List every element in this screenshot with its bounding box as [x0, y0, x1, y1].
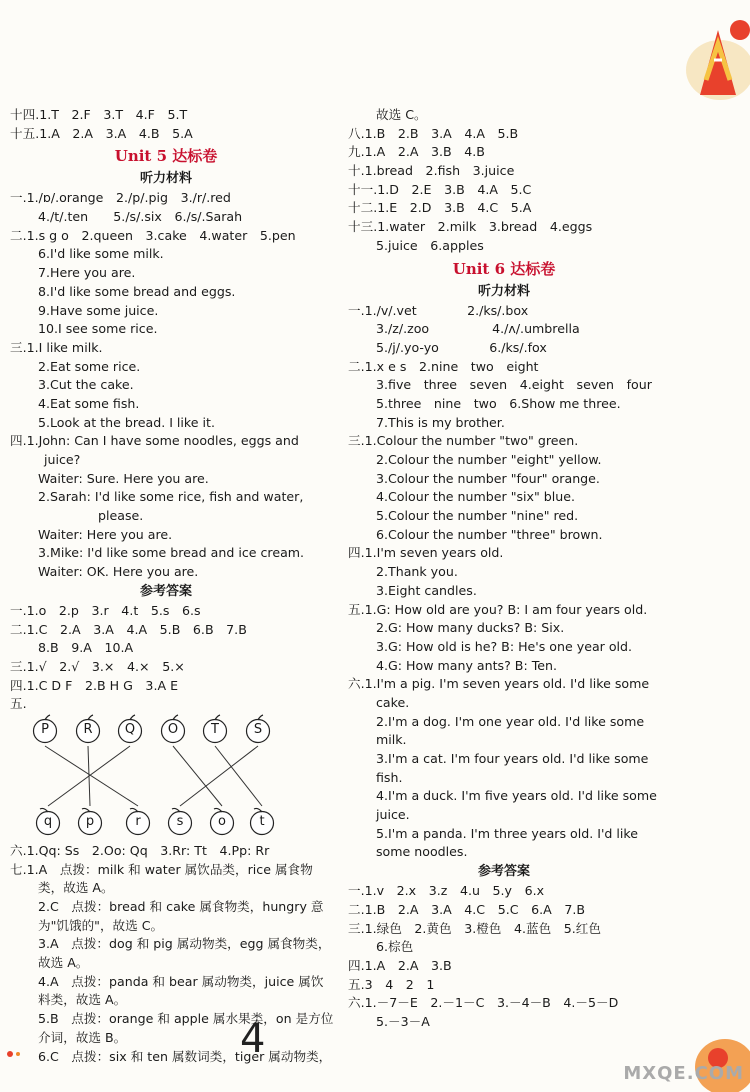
listening-line: 5./j/.yo-yo 6./ks/.fox: [376, 339, 547, 355]
listening-line: 4.Colour the number "six" blue.: [376, 489, 576, 505]
lower-letter: p: [85, 813, 95, 829]
answer-line: 七.1.A 点拨：milk 和 water 属饮品类，rice 属食物: [10, 861, 313, 877]
listening-line: 2.Thank you.: [376, 564, 458, 580]
apple-lower: [125, 806, 151, 836]
answer-line: 六.1.－7－E 2.－1－C 3.－4－B 4.－5－D: [348, 995, 619, 1011]
listening-line: 3.Mike: I'd like some bread and ice cream.: [38, 545, 305, 561]
answer-line: 5.B 点拨：orange 和 apple 属水果类，on 是方位: [38, 1011, 334, 1027]
answer-line: 九.1.A 2.A 3.B 4.B: [348, 144, 485, 160]
listening-line: 3.five three seven 4.eight seven four: [376, 377, 652, 393]
listening-line: 5.I'm a panda. I'm three years old. I'd like: [376, 825, 638, 841]
answer-line: 五.: [10, 696, 27, 712]
unit6-title: Unit 6 达标卷: [452, 259, 556, 278]
answer-line: 四.1.A 2.A 3.B: [348, 957, 452, 973]
listening-line: 6.Colour the number "three" brown.: [376, 526, 603, 542]
answer-line: 6.棕色: [376, 939, 414, 955]
answer-line: 二.1.B 2.A 3.A 4.C 5.C 6.A 7.B: [348, 901, 585, 917]
listening-line: 三.1.I like milk.: [10, 339, 103, 355]
listening-line: 6.I'd like some milk.: [38, 246, 164, 262]
apple-upper: [32, 714, 58, 744]
listening-line: 5.Look at the bread. I like it.: [38, 414, 215, 430]
upper-letter: O: [167, 721, 179, 737]
apple-lower: [77, 806, 103, 836]
answer-line: 八.1.B 2.B 3.A 4.A 5.B: [348, 125, 519, 141]
answer-line: 三.1.√ 2.√ 3.× 4.× 5.×: [10, 658, 185, 674]
lower-letter: t: [259, 813, 265, 829]
page-number: 4: [240, 1016, 266, 1062]
answer-line: 五.3 4 2 1: [348, 976, 435, 992]
answer-line: 十三.1.water 2.milk 3.bread 4.eggs: [348, 219, 593, 235]
answer-line: 十一.1.D 2.E 3.B 4.A 5.C: [348, 181, 532, 197]
apple-lower: [35, 806, 61, 836]
listening-label: 听力材料: [477, 283, 530, 299]
answer-line: 故选 C。: [376, 107, 427, 122]
listening-line: juice?: [44, 452, 81, 467]
lower-letter: r: [135, 813, 141, 829]
listening-line: 一.1./ɒ/.orange 2./p/.pig 3./r/.red: [10, 190, 231, 206]
listening-line: milk.: [376, 732, 407, 748]
listening-line: 4./t/.ten 5./s/.six 6./s/.Sarah: [38, 209, 243, 225]
listening-line: 2.Sarah: I'd like some rice, fish and water,: [38, 489, 304, 505]
answer-line: 一.1.o 2.p 3.r 4.t 5.s 6.s: [10, 602, 201, 618]
answer-line: 三.1.绿色 2.黄色 3.橙色 4.蓝色 5.红色: [348, 920, 601, 936]
apple-lower: [209, 806, 235, 836]
upper-letter: T: [211, 721, 219, 737]
listening-line: 3.I'm a cat. I'm four years old. I'd like some: [376, 751, 649, 766]
listening-line: 3.G: How old is he? B: He's one year old.: [376, 638, 633, 654]
answer-line: 十四.1.T 2.F 3.T 4.F 5.T: [10, 107, 188, 122]
listening-line: 3.Cut the cake.: [38, 377, 134, 393]
answer-line: 二.1.C 2.A 3.A 4.A 5.B 6.B 7.B: [10, 621, 247, 637]
listening-line: Waiter: Sure. Here you are.: [38, 470, 209, 486]
listening-line: 一.1./v/.vet 2./ks/.box: [348, 302, 529, 318]
unit5-title: Unit 5 达标卷: [114, 147, 218, 166]
listening-line: 7.This is my brother.: [376, 414, 505, 430]
upper-letter: S: [253, 721, 263, 737]
answer-line: 介词，故选 B。: [38, 1029, 127, 1045]
upper-letter: P: [41, 721, 49, 737]
listening-line: 五.1.G: How old are you? B: I am four years old.: [348, 601, 648, 617]
answer-line: 十.1.bread 2.fish 3.juice: [348, 163, 515, 179]
listening-line: 4.Eat some fish.: [38, 395, 140, 411]
answer-line: 5.－3－A: [376, 1013, 430, 1029]
apple-upper: [245, 714, 271, 744]
answer-line: 2.C 点拨：bread 和 cake 属食物类，hungry 意: [38, 899, 324, 914]
listening-line: some noodles.: [376, 844, 468, 860]
apple-upper: [75, 714, 101, 744]
answers-label: 参考答案: [139, 583, 192, 599]
left-column: [10, 106, 334, 1066]
listening-line: 六.1.I'm a pig. I'm seven years old. I'd like some: [348, 676, 650, 692]
listening-line: Waiter: Here you are.: [38, 526, 173, 542]
answer-line: 十五.1.A 2.A 3.A 4.B 5.A: [10, 125, 193, 141]
listening-line: cake.: [376, 694, 410, 710]
answer-line: 为"饥饿的"，故选 C。: [38, 917, 164, 933]
listening-line: 4.I'm a duck. I'm five years old. I'd like some: [376, 788, 657, 804]
listening-label: 听力材料: [139, 171, 192, 187]
right-column: [348, 106, 660, 1032]
letter-matching-figure: [30, 714, 280, 842]
listening-line: 三.1.Colour the number "two" green.: [348, 433, 579, 449]
apple-upper: [202, 714, 228, 744]
listening-line: 2.Eat some rice.: [38, 358, 141, 374]
listening-line: 四.1.John: Can I have some noodles, eggs and: [10, 433, 299, 449]
listening-line: 2.Colour the number "eight" yellow.: [376, 452, 602, 467]
apple-lower: [249, 806, 275, 836]
listening-line: 10.I see some rice.: [38, 321, 158, 337]
listening-line: 二.1.s g o 2.queen 3.cake 4.water 5.pen: [10, 227, 296, 243]
listening-line: 3.Eight candles.: [376, 582, 477, 598]
listening-line: 二.1.x e s 2.nine two eight: [348, 358, 539, 374]
answer-line: 十二.1.E 2.D 3.B 4.C 5.A: [348, 200, 532, 216]
answer-line: 8.B 9.A 10.A: [38, 640, 134, 656]
listening-line: 7.Here you are.: [38, 265, 136, 281]
watermark: MXQE.COM: [623, 1063, 744, 1084]
upper-letter: R: [83, 721, 93, 737]
answer-line: 3.A 点拨：dog 和 pig 属动物类，egg 属食物类，: [38, 936, 331, 952]
listening-line: 5.three nine two 6.Show me three.: [376, 395, 621, 411]
apple-upper: [160, 714, 186, 744]
listening-line: 9.Have some juice.: [38, 302, 159, 318]
answer-line: 类，故选 A。: [38, 880, 114, 896]
matching-lines: [30, 714, 280, 842]
answer-line: 4.A 点拨：panda 和 bear 属动物类，juice 属饮: [38, 973, 324, 989]
answer-line: 一.1.v 2.x 3.z 4.u 5.y 6.x: [348, 883, 545, 899]
answer-line: 6.C 点拨：six 和 ten 属数词类，tiger 属动物类，: [38, 1048, 332, 1064]
answer-line: 六.1.Qq: Ss 2.Oo: Qq 3.Rr: Tt 4.Pp: Rr: [10, 842, 270, 858]
listening-line: 3.Colour the number "four" orange.: [376, 470, 600, 486]
apple-lower: [167, 806, 193, 836]
lower-letter: q: [43, 813, 53, 829]
answers-label: 参考答案: [477, 864, 530, 880]
listening-line: 4.G: How many ants? B: Ten.: [376, 657, 557, 673]
listening-line: 5.Colour the number "nine" red.: [376, 508, 579, 524]
apple-upper: [117, 714, 143, 744]
listening-line: 四.1.I'm seven years old.: [348, 545, 504, 561]
listening-line: Waiter: OK. Here you are.: [38, 564, 199, 580]
upper-letter: Q: [124, 721, 136, 737]
answer-line: 故选 A。: [38, 955, 89, 971]
answer-line: 料类，故选 A。: [38, 992, 127, 1008]
lower-letter: o: [218, 813, 226, 829]
listening-line: fish.: [376, 769, 403, 785]
answer-line: 5.juice 6.apples: [376, 237, 484, 253]
listening-line: 8.I'd like some bread and eggs.: [38, 283, 236, 299]
lower-letter: s: [176, 813, 184, 829]
listening-line: juice.: [376, 807, 410, 823]
listening-line: please.: [98, 508, 144, 524]
listening-line: 2.G: How many ducks? B: Six.: [376, 620, 565, 636]
listening-line: 3./z/.zoo 4./ʌ/.umbrella: [376, 321, 580, 337]
answer-line: 四.1.C D F 2.B H G 3.A E: [10, 677, 179, 693]
corner-decoration: [670, 0, 750, 110]
listening-line: 2.I'm a dog. I'm one year old. I'd like some: [376, 713, 645, 729]
